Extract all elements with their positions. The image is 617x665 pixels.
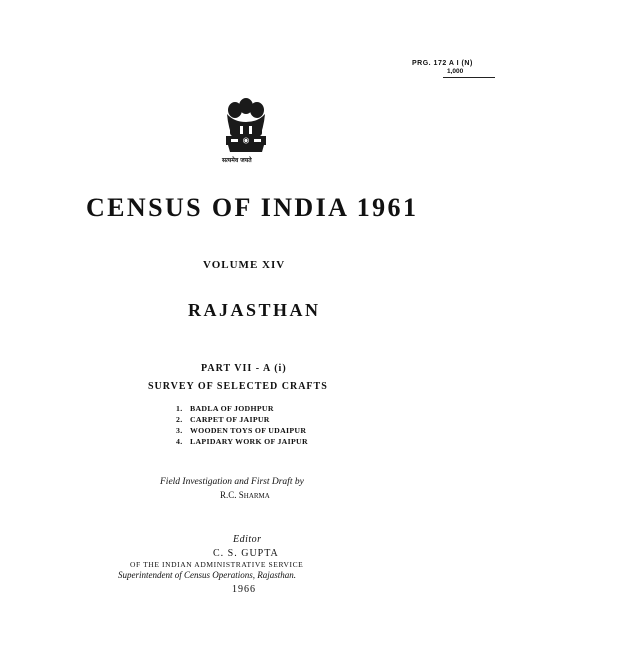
- print-code-rule: [443, 77, 495, 78]
- part-label: PART VII - A (i): [201, 363, 287, 374]
- survey-heading: SURVEY OF SELECTED CRAFTS: [148, 381, 328, 392]
- author-surname-rest: HARMA: [243, 492, 270, 500]
- author-initials: R.C. S: [220, 490, 244, 500]
- editor-name: C. S. GUPTA: [213, 548, 279, 559]
- editor-service: OF THE INDIAN ADMINISTRATIVE SERVICE: [130, 560, 304, 569]
- list-item-label: LAPIDARY WORK OF JAIPUR: [190, 437, 308, 446]
- list-item-number: 2.: [176, 415, 183, 424]
- list-item-number: 4.: [176, 437, 183, 446]
- print-code: PRG. 172 A I (N): [412, 60, 473, 67]
- list-item: [176, 436, 308, 447]
- editor-label: Editor: [233, 534, 262, 545]
- list-item-label: BADLA OF JODHPUR: [190, 404, 274, 413]
- state-name: RAJASTHAN: [188, 300, 321, 320]
- crafts-list: [176, 403, 308, 447]
- author-name: [220, 490, 270, 500]
- list-item-number: 1.: [176, 404, 183, 413]
- list-item-label: WOODEN TOYS OF UDAIPUR: [190, 426, 307, 435]
- list-item: [176, 403, 308, 414]
- list-item: [176, 414, 308, 425]
- emblem-motto: सत्यमेव जयते: [222, 157, 252, 164]
- field-investigation-credit: Field Investigation and First Draft by: [160, 477, 304, 487]
- list-item-label: CARPET OF JAIPUR: [190, 415, 270, 424]
- publication-year: 1966: [232, 584, 256, 595]
- print-copies: 1,000: [447, 68, 464, 75]
- list-item: [176, 425, 308, 436]
- state-emblem-icon: [218, 96, 274, 166]
- volume-label: VOLUME XIV: [203, 259, 286, 271]
- list-item-number: 3.: [176, 426, 183, 435]
- page-title: CENSUS OF INDIA 1961: [86, 193, 419, 222]
- editor-designation: Superintendent of Census Operations, Rajasthan.: [118, 570, 296, 580]
